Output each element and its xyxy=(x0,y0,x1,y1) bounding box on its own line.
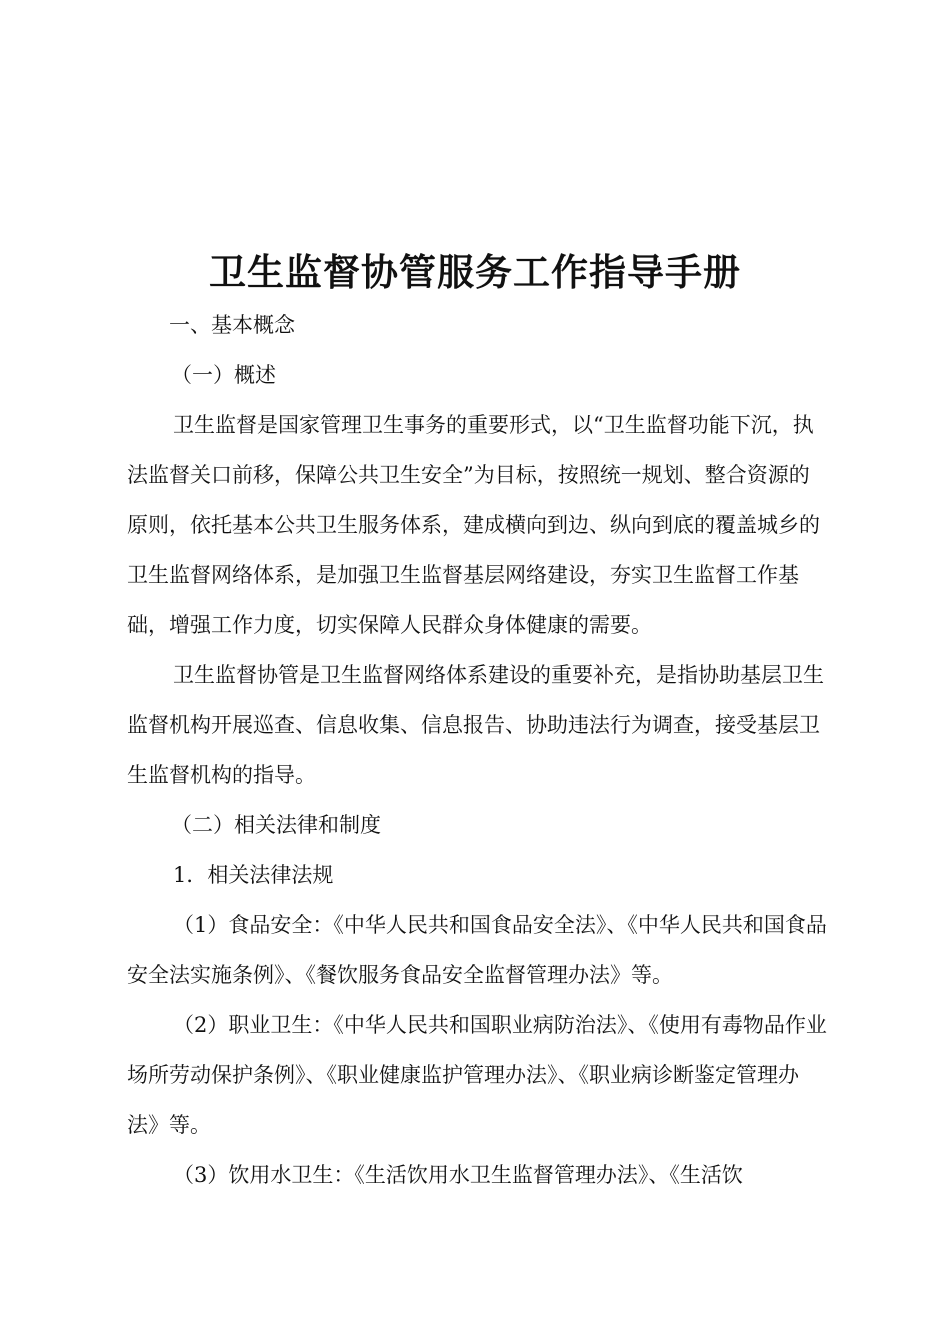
section-heading-basic-concepts: 一、基本概念 xyxy=(169,313,295,337)
document-title: 卫生监督协管服务工作指导手册 xyxy=(209,251,741,294)
law-item-occupational-health: （2）职业卫生：《中华人民共和国职业病防治法》、《使用有毒物品作业场所劳动保护条例》、《职业健康监护管理办法》、《职业病诊断鉴定管理办法》等。 xyxy=(127,1013,827,1137)
law-item-drinking-water: （3）饮用水卫生：《生活饮用水卫生监督管理办法》、《生活饮 xyxy=(173,1163,743,1187)
subsection-heading-laws: （二）相关法律和制度 xyxy=(171,813,381,837)
paragraph-coordination: 卫生监督协管是卫生监督网络体系建设的重要补充，是指协助基层卫生监督机构开展巡查、信息收集、信息报告、协助违法行为调查，接受基层卫生监督机构的指导。 xyxy=(127,663,824,787)
document-body xyxy=(127,300,827,1200)
paragraph-overview: 卫生监督是国家管理卫生事务的重要形式，以“卫生监督功能下沉，执法监督关口前移，保障公共卫生安全”为目标，按照统一规划、整合资源的原则，依托基本公共卫生服务体系，建成横向到边、纵向到底的覆盖城乡的卫生监督网络体系，是加强卫生监督基层网络建设，夯实卫生监督工作基础，增强工作力度，切实保障人民群众身体健康的需要。 xyxy=(127,413,820,637)
law-item-food-safety: （1）食品安全：《中华人民共和国食品安全法》、《中华人民共和国食品安全法实施条例》、《餐饮服务食品安全监督管理办法》等。 xyxy=(127,913,827,987)
item-heading-related-laws: 1．相关法律法规 xyxy=(173,863,334,887)
subsection-heading-overview: （一）概述 xyxy=(171,363,276,387)
